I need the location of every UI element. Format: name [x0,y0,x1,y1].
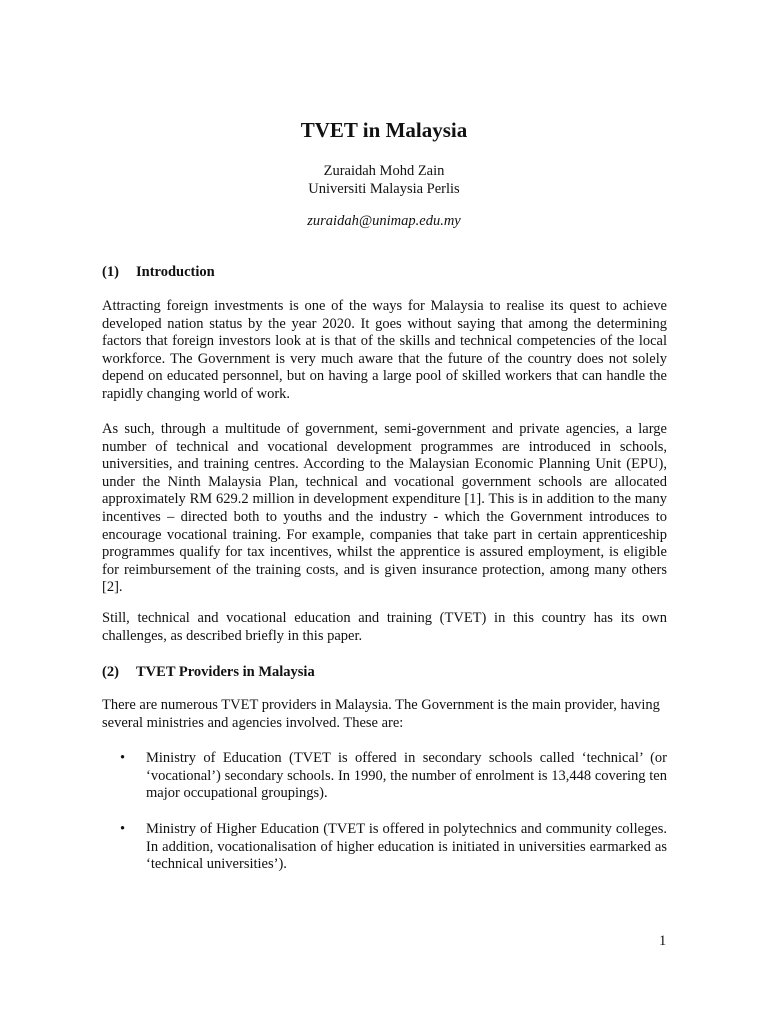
bullet-item-ministry-education: Ministry of Education (TVET is offered in secondary schools called ‘technical’ (or ‘vocational’) secondary schools. In 1990, the number of enrolment is 13,448 covering ten major occupational groupings). [146,750,667,802]
intro-paragraph-2: As such, through a multitude of government, semi-government and private agencies, a large number of technical and vocational development programmes are introduced in schools, universities, and training centres. According to the Malaysian Economic Planning Unit (EPU), under the Ninth Malaysia Plan, technical and vocational government schools are allocated approximately RM 629.2 million in development expenditure [1]. This is in addition to the many incentives – directed both to youths and the industry - which the Government introduces to encourage vocational training. For example, companies that take part in certain apprenticeship programmes qualify for tax incentives, whilst the apprentice is assured employment, is eligible for reimbursement of the training costs, and is given insurance protection, among many others [2]. [102,421,667,596]
section-heading-introduction [102,263,215,281]
section-heading-tvet-providers [102,663,315,681]
author-block [0,162,768,198]
author-email: zuraidah@unimap.edu.my [307,213,461,229]
section-number: (2) [102,664,119,680]
section-title: TVET Providers in Malaysia [136,664,315,680]
bullet-marker: • [120,821,126,837]
intro-paragraph-3: Still, technical and vocational education and training (TVET) in this country has its own challenges, as described briefly in this paper. [102,610,667,644]
section-title: Introduction [136,264,215,280]
author-name: Zuraidah Mohd Zain [323,163,445,179]
author-affiliation: Universiti Malaysia Perlis [308,181,460,197]
paper-title: TVET in Malaysia [300,118,468,142]
page-number: 1 [659,933,667,949]
bullet-item-ministry-higher-education: Ministry of Higher Education (TVET is offered in polytechnics and community colleges. In addition, vocationalisation of higher education is initiated in universities earmarked as ‘technical universities’). [146,821,667,873]
section-number: (1) [102,264,119,280]
providers-paragraph-1: There are numerous TVET providers in Malaysia. The Government is the main provider, having several ministries and agencies involved. These are: [102,697,660,731]
intro-paragraph-1: Attracting foreign investments is one of the ways for Malaysia to realise its quest to achieve developed nation status by the year 2020. It goes without saying that among the determining factors that foreign investors look at is that of the skills and technical competencies of the local workforce. The Government is very much aware that the future of the country does not solely depend on educated personnel, but on having a large pool of skilled workers that can handle the rapidly changing world of work. [102,298,667,402]
bullet-marker: • [120,750,126,766]
